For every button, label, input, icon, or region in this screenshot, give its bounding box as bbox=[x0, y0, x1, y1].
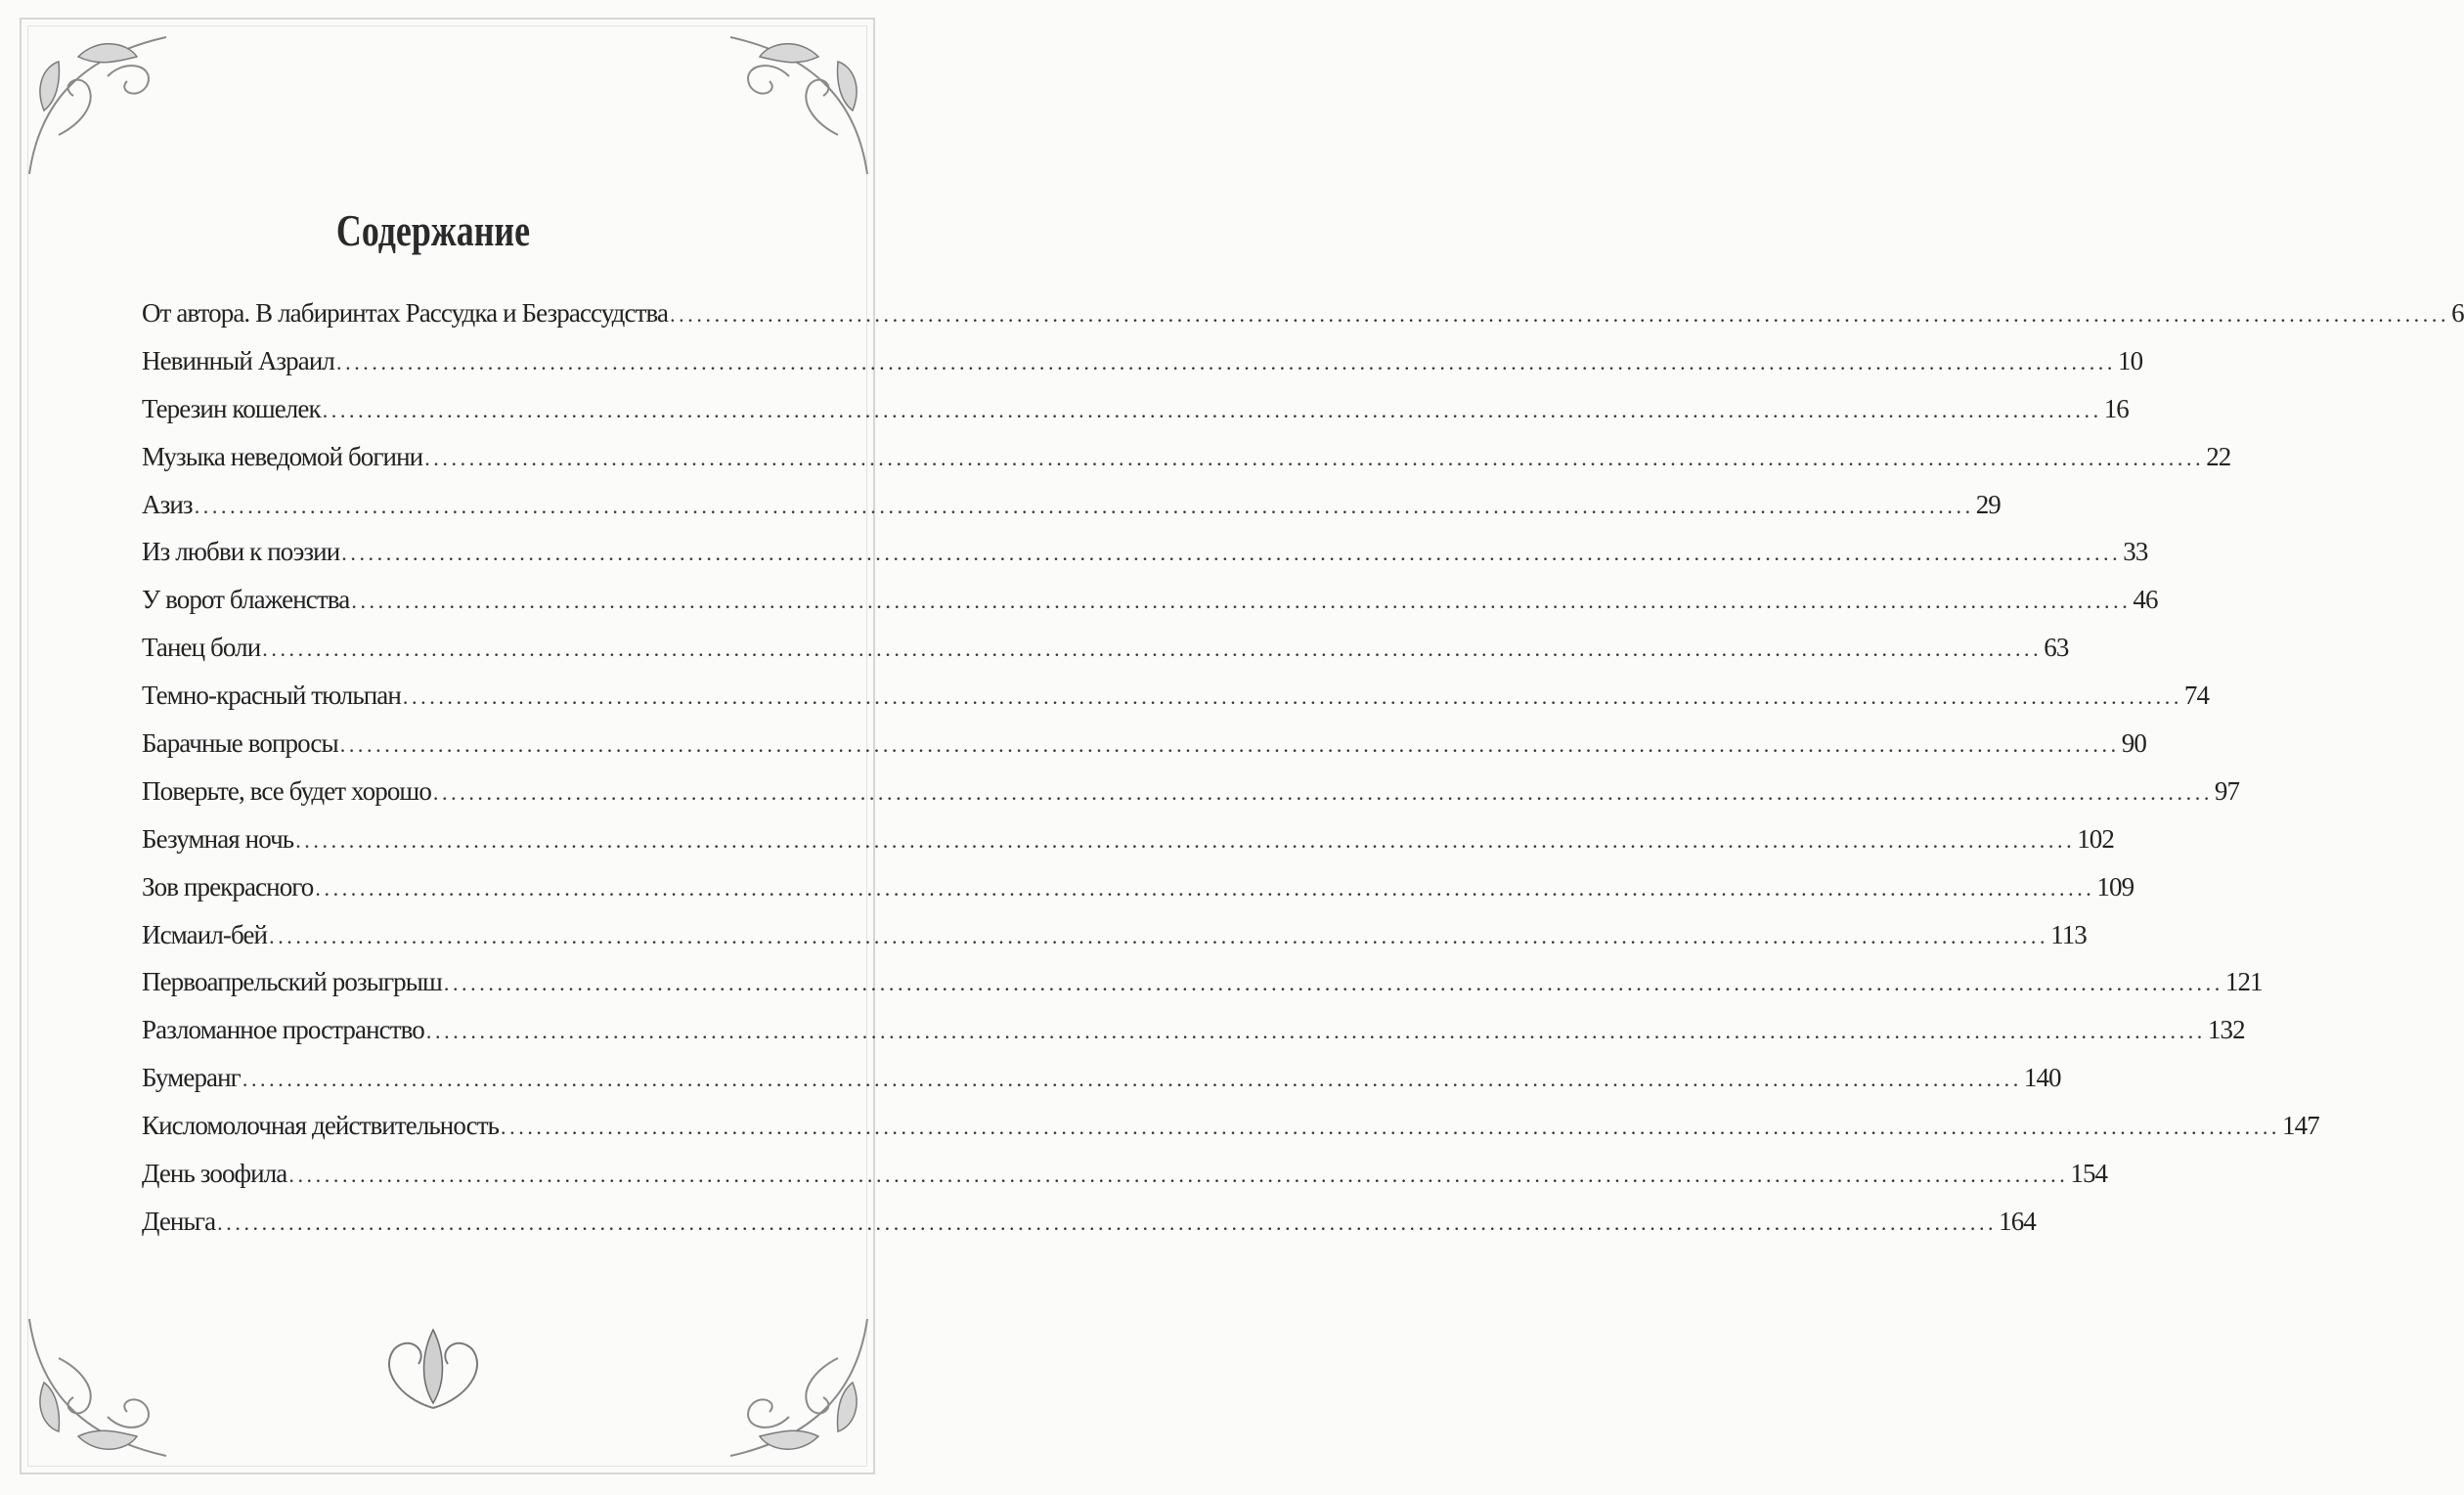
toc-entry bbox=[142, 869, 2134, 917]
toc-entry-title: Невинный Азраил bbox=[142, 345, 334, 375]
toc-entry bbox=[142, 630, 2069, 678]
toc-entry-title: Кисломолочная действительность bbox=[142, 1111, 500, 1141]
toc-entry-title: Зов прекрасного bbox=[142, 871, 314, 901]
dot-leader: ........................................................................................................................................................................................................ bbox=[670, 302, 2450, 327]
toc-entry-page: 90 bbox=[2121, 728, 2146, 759]
dot-leader: ........................................................................................................................................................................................................ bbox=[262, 637, 2043, 662]
toc-entry bbox=[142, 1012, 2245, 1060]
toc-entry-page: 97 bbox=[2214, 775, 2240, 806]
dot-leader: ........................................................................................................................................................................................................ bbox=[336, 349, 2116, 374]
toc-entry bbox=[142, 1156, 2108, 1204]
toc-entry-title: Исмаил-бей bbox=[142, 919, 268, 949]
dot-leader: ........................................................................................................................................................................................................ bbox=[425, 1019, 2206, 1044]
toc-entry-title: От автора. В лабиринтах Рассудка и Безрассудства bbox=[142, 298, 669, 328]
page-title-text: Содержание bbox=[335, 204, 531, 255]
corner-ornament-bottom-left bbox=[20, 1309, 186, 1475]
toc-entry-title: Из любви к поэзии bbox=[142, 537, 340, 567]
toc-entry-page: 140 bbox=[2023, 1063, 2061, 1093]
bottom-center-ornament bbox=[360, 1310, 506, 1418]
toc-entry-title: Барачные вопросы bbox=[142, 728, 338, 759]
toc-entry bbox=[142, 534, 2148, 582]
toc-entry-title: Музыка неведомой богини bbox=[142, 441, 423, 471]
toc-entry bbox=[142, 964, 2263, 1012]
page-title bbox=[0, 204, 866, 256]
toc-entry-title: Поверьте, все будет хорошо bbox=[142, 775, 431, 806]
toc-entry-page: 121 bbox=[2224, 967, 2263, 997]
toc-entry-page: 33 bbox=[2123, 537, 2148, 567]
toc-entry bbox=[142, 1204, 2036, 1252]
toc-entry-title: День зоофила bbox=[142, 1159, 287, 1189]
dot-leader: ........................................................................................................................................................................................................ bbox=[217, 1209, 1998, 1235]
dot-leader: ........................................................................................................................................................................................................ bbox=[432, 779, 2213, 805]
toc-entry-title: Азиз bbox=[142, 489, 193, 519]
toc-entry-title: Разломанное пространство bbox=[142, 1015, 424, 1045]
dot-leader: ........................................................................................................................................................................................................ bbox=[443, 971, 2223, 996]
toc-entry-page: 29 bbox=[1975, 489, 2001, 519]
dot-leader: ........................................................................................................................................................................................................ bbox=[341, 541, 2122, 566]
toc-entry-title: Бумеранг bbox=[142, 1063, 241, 1093]
toc-entry-page: 74 bbox=[2183, 681, 2210, 711]
toc-entry bbox=[142, 726, 2146, 773]
toc-entry-page: 22 bbox=[2206, 441, 2231, 471]
toc-entry-page: 164 bbox=[1999, 1206, 2036, 1236]
toc-entry bbox=[142, 678, 2210, 726]
toc-entry bbox=[142, 917, 2087, 965]
toc-entry-title: Безумная ночь bbox=[142, 823, 294, 854]
toc-entry-title: Первоапрельский розыгрыш bbox=[142, 967, 442, 997]
toc-entry-title: Темно-красный тюльпан bbox=[142, 681, 401, 711]
toc-entry-page: 113 bbox=[2050, 919, 2087, 949]
toc-entry-page: 132 bbox=[2207, 1015, 2245, 1045]
toc-entry-title: У ворот блаженства bbox=[142, 585, 350, 615]
corner-ornament-bottom-right bbox=[711, 1309, 877, 1475]
toc-entry-page: 6 bbox=[2451, 298, 2464, 328]
toc-entry bbox=[142, 295, 2464, 343]
dot-leader: ........................................................................................................................................................................................................ bbox=[424, 445, 2205, 470]
toc-entry-page: 154 bbox=[2070, 1159, 2108, 1189]
dot-leader: ........................................................................................................................................................................................................ bbox=[288, 1163, 2069, 1188]
corner-ornament-top-left bbox=[20, 18, 186, 184]
toc-entry-page: 102 bbox=[2077, 823, 2115, 854]
toc-entry-page: 147 bbox=[2282, 1111, 2319, 1141]
toc-entry-page: 63 bbox=[2044, 633, 2069, 663]
dot-leader: ........................................................................................................................................................................................................ bbox=[269, 923, 2049, 948]
toc-entry-title: Терезин кошелек bbox=[142, 393, 321, 423]
toc-entry bbox=[142, 439, 2231, 487]
toc-entry bbox=[142, 821, 2115, 869]
table-of-contents bbox=[142, 295, 2464, 1252]
toc-entry-page: 109 bbox=[2096, 871, 2134, 901]
dot-leader: ........................................................................................................................................................................................................ bbox=[339, 732, 2120, 758]
dot-leader: ........................................................................................................................................................................................................ bbox=[242, 1067, 2022, 1092]
toc-entry bbox=[142, 343, 2143, 391]
toc-entry-page: 10 bbox=[2118, 345, 2143, 375]
dot-leader: ........................................................................................................................................................................................................ bbox=[322, 397, 2102, 422]
toc-entry-page: 46 bbox=[2133, 585, 2158, 615]
toc-entry bbox=[142, 391, 2129, 439]
corner-ornament-top-right bbox=[711, 18, 877, 184]
dot-leader: ........................................................................................................................................................................................................ bbox=[402, 684, 2182, 710]
toc-entry-page: 16 bbox=[2103, 393, 2129, 423]
toc-entry bbox=[142, 773, 2240, 821]
toc-entry bbox=[142, 1108, 2319, 1156]
toc-entry-title: Деньга bbox=[142, 1206, 216, 1236]
dot-leader: ........................................................................................................................................................................................................ bbox=[315, 875, 2095, 901]
dot-leader: ........................................................................................................................................................................................................ bbox=[295, 827, 2076, 853]
toc-entry bbox=[142, 582, 2158, 630]
dot-leader: ........................................................................................................................................................................................................ bbox=[351, 589, 2132, 614]
dot-leader: ........................................................................................................................................................................................................ bbox=[501, 1115, 2281, 1140]
toc-entry bbox=[142, 487, 2001, 535]
toc-entry bbox=[142, 1060, 2061, 1108]
toc-entry-title: Танец боли bbox=[142, 633, 261, 663]
dot-leader: ........................................................................................................................................................................................................ bbox=[194, 493, 1974, 518]
